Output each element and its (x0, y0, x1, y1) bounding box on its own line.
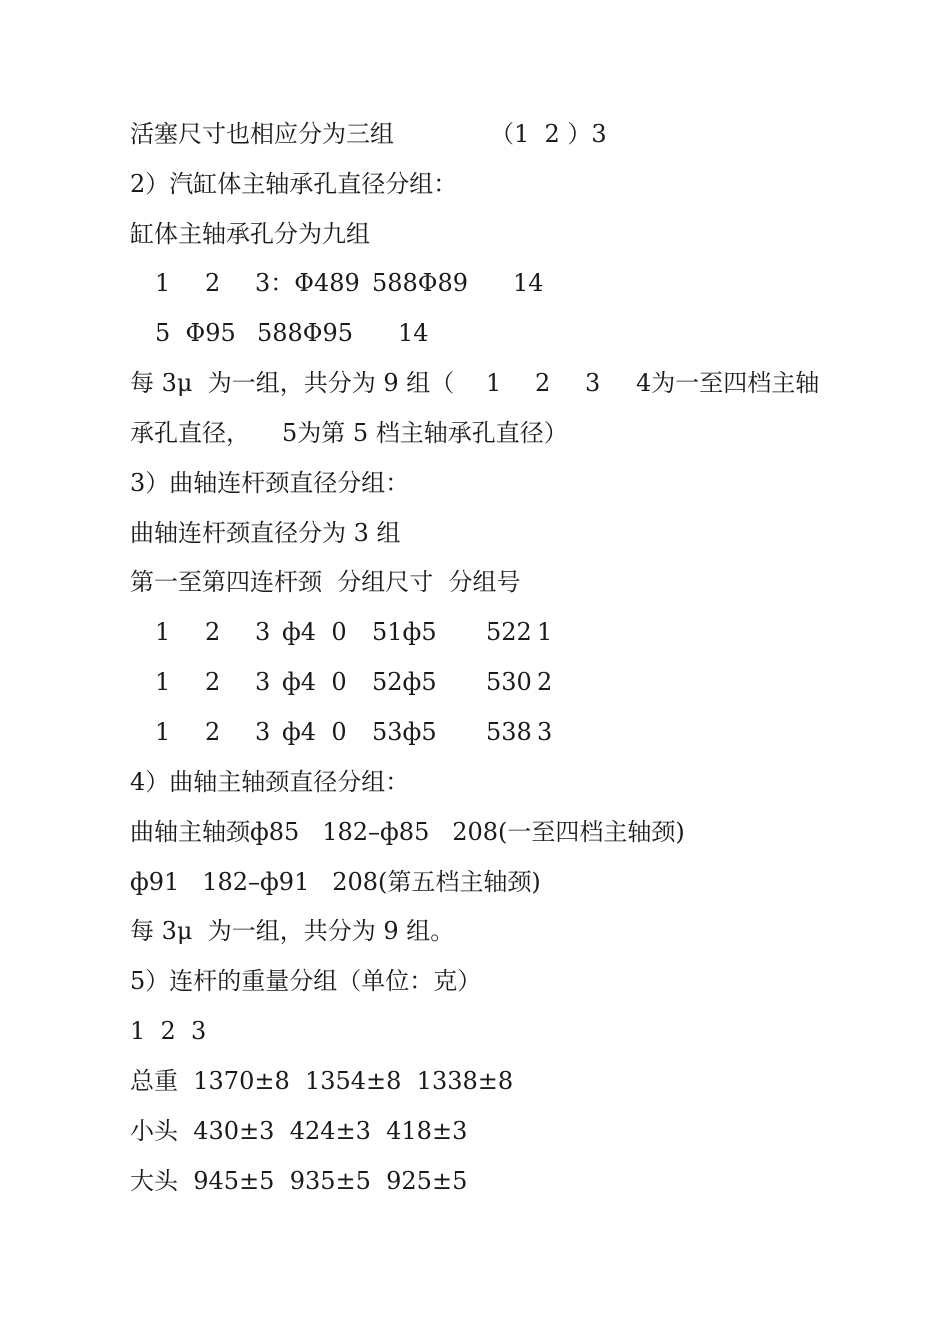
row-cell: 522 (486, 618, 532, 646)
table-row: 总重 1370±8 1354±8 1338±8 (130, 1067, 514, 1095)
row-cell: 53ф5 (372, 718, 437, 746)
section-heading: 5）连杆的重量分组（单位：克） (130, 967, 482, 995)
row-cell: 1 (155, 718, 171, 746)
text-segment: 承孔直径， (130, 419, 250, 447)
row-cell: 3 (537, 718, 553, 746)
text-line: 活塞尺寸也相应分为三组 (130, 120, 394, 148)
text-line: （1 2 ）3 (490, 120, 607, 148)
row-cell: ф4 0 (282, 668, 347, 696)
text-line: 缸体主轴承孔分为九组 (130, 220, 370, 248)
text-line: 曲轴连杆颈直径分为 3 组 (130, 519, 401, 547)
section-heading: 4）曲轴主轴颈直径分组： (130, 768, 410, 796)
text-segment: 3 (585, 369, 601, 397)
text-line: 曲轴主轴颈ф85 182–ф85 208(一至四档主轴颈) (130, 818, 685, 846)
text-line: 每 3μ 为一组，共分为 9 组。 (130, 917, 455, 945)
section-heading: 3）曲轴连杆颈直径分组： (130, 469, 410, 497)
row-cell: 2 (205, 618, 221, 646)
text-segment: 2 (535, 369, 551, 397)
row-cell: 52ф5 (372, 668, 437, 696)
text-segment: 1 (486, 369, 502, 397)
row-cell: 530 (486, 668, 532, 696)
group-range: 588Φ89 (372, 269, 469, 297)
row-cell: 3 (255, 618, 271, 646)
row-cell: 1 (155, 618, 171, 646)
text-segment: 5为第 5 档主轴承孔直径） (282, 419, 568, 447)
row-cell: 538 (486, 718, 532, 746)
group-number: 2 (205, 269, 221, 297)
row-cell: 1 (537, 618, 553, 646)
row-cell: 1 (155, 668, 171, 696)
group-range: 14 (398, 319, 429, 347)
row-cell: ф4 0 (282, 718, 347, 746)
row-cell: 2 (537, 668, 553, 696)
row-cell: 3 (255, 718, 271, 746)
group-range: 588Φ95 (257, 319, 354, 347)
table-row: 大头 945±5 935±5 925±5 (130, 1167, 468, 1195)
row-cell: 2 (205, 668, 221, 696)
row-cell: 3 (255, 668, 271, 696)
row-cell: ф4 0 (282, 618, 347, 646)
group-range: 5 Φ95 (155, 319, 236, 347)
row-cell: 2 (205, 718, 221, 746)
text-line: ф91 182–ф91 208(第五档主轴颈) (130, 868, 541, 896)
group-range: 14 (513, 269, 544, 297)
table-row: 小头 430±3 424±3 418±3 (130, 1117, 468, 1145)
table-header: 1 2 3 (130, 1017, 207, 1045)
group-number: 1 (155, 269, 171, 297)
table-header: 第一至第四连杆颈 分组尺寸 分组号 (130, 568, 521, 596)
section-heading: 2）汽缸体主轴承孔直径分组： (130, 170, 458, 198)
row-cell: 51ф5 (372, 618, 437, 646)
text-segment: 4为一至四档主轴 (636, 369, 820, 397)
group-range: 3：Φ489 (255, 269, 360, 297)
text-segment: 每 3μ 为一组，共分为 9 组（ (130, 369, 455, 397)
